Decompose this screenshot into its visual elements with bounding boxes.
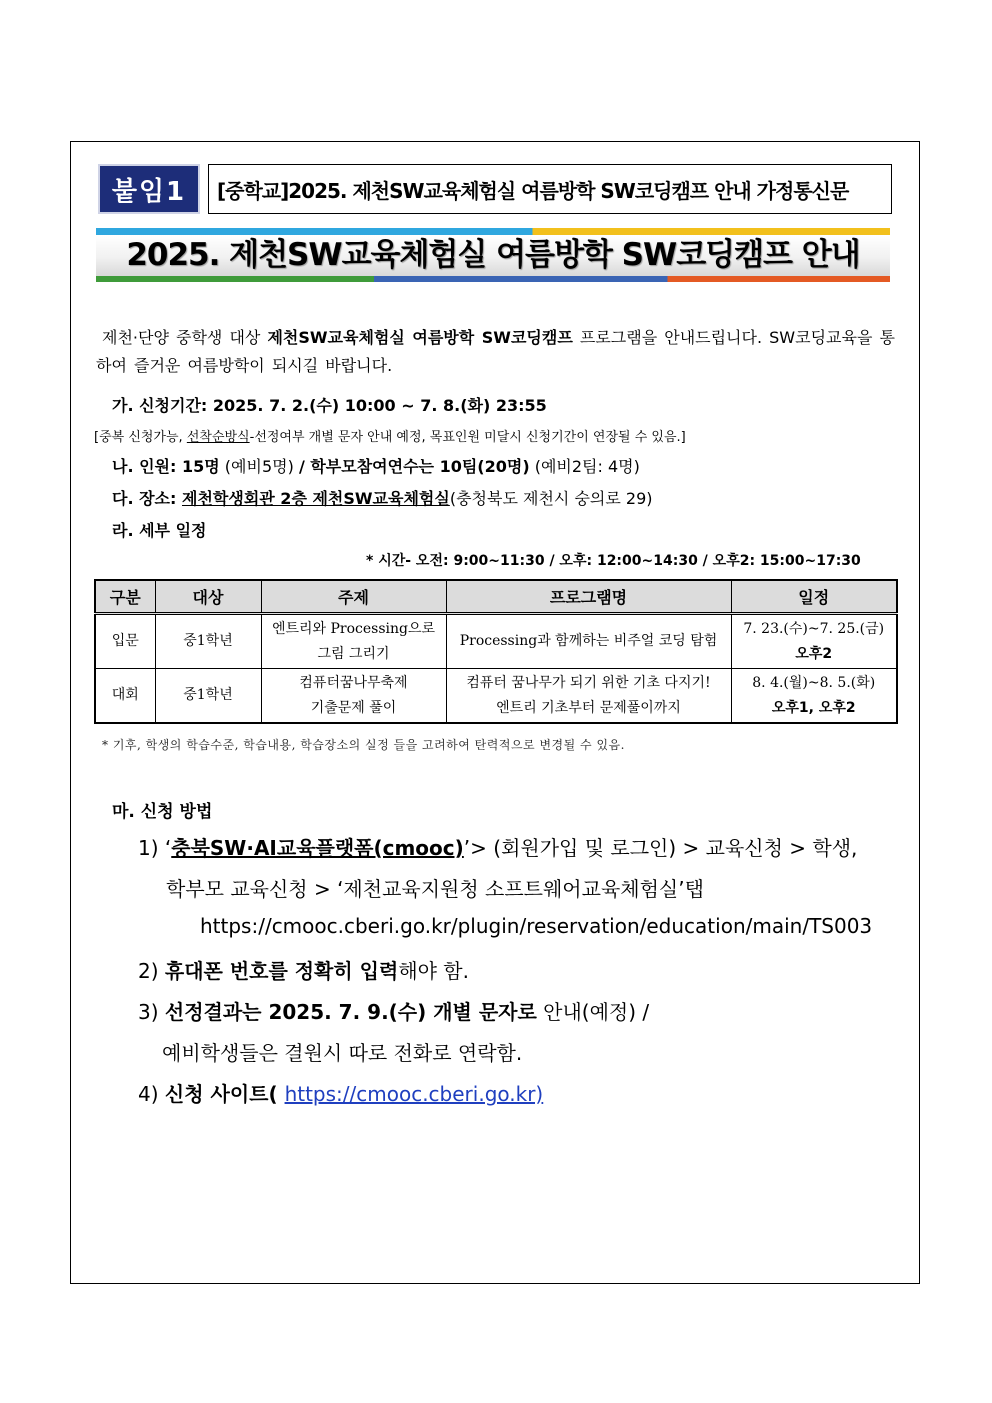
title-banner — [96, 228, 890, 282]
table-footnote: * 기후, 학생의 학습수준, 학습내용, 학습장소의 실정 들을 고려하여 탄력적으로 변경될 수 있음. — [102, 738, 625, 752]
table-row — [95, 669, 897, 724]
headcount-reserve: (예비5명) — [219, 457, 299, 476]
note-text-1: [중복 신청가능, — [94, 430, 187, 445]
step-4-num: 4) — [138, 1082, 165, 1106]
header-target: 대상 — [155, 580, 261, 614]
schedule-table — [94, 579, 898, 724]
time-note: * 시간- 오전: 9:00~11:30 / 오후: 12:00~14:30 / 오후2: 15:00~17:30 — [366, 553, 861, 569]
cmooc-platform-name: 충북SW·AI교육플랫폼(cmooc) — [171, 836, 464, 860]
row-target: 중1학년 — [155, 669, 261, 724]
header-program: 프로그램명 — [446, 580, 731, 614]
row-target: 중1학년 — [155, 614, 261, 669]
row-category: 입문 — [95, 614, 155, 669]
step-3 — [138, 996, 649, 1025]
location-label: 다. 장소: — [112, 489, 182, 508]
step-4 — [138, 1078, 543, 1107]
topic-line-2: 그림 그리기 — [317, 645, 390, 662]
row-program — [446, 669, 731, 724]
application-note — [94, 426, 686, 445]
schedule-date: 7. 23.(수)~7. 25.(금) — [743, 620, 885, 637]
page-title: 2025. 제천SW교육체험실 여름방학 SW코딩캠프 안내 — [126, 237, 860, 273]
step-1 — [138, 832, 857, 861]
schedule-date: 8. 4.(월)~8. 5.(화) — [752, 674, 876, 691]
schedule-session: 오후2 — [795, 645, 833, 662]
row-topic — [261, 669, 446, 724]
method-heading: 마. 신청 방법 — [112, 802, 213, 822]
step-1-text: ’> (회원가입 및 로그인) > 교육신청 > 학생, — [463, 836, 858, 860]
cmooc-site-link[interactable]: https://cmooc.cberi.go.kr) — [284, 1082, 544, 1106]
header-category: 구분 — [95, 580, 155, 614]
intro-text-1: 제천·단양 중학생 대상 — [102, 328, 268, 347]
step-3-num: 3) — [138, 1000, 165, 1024]
step-1-url: https://cmooc.cberi.go.kr/plugin/reservation/education/main/TS003 — [200, 914, 873, 938]
step-2 — [138, 955, 469, 984]
table-header-row — [95, 580, 897, 614]
parent-reserve: (예비2팀: 4명) — [529, 457, 640, 476]
intro-paragraph — [96, 324, 896, 380]
row-category: 대회 — [95, 669, 155, 724]
row-program — [446, 614, 731, 669]
topic-line-1: 엔트리와 Processing으로 — [271, 620, 436, 637]
application-period: 가. 신청기간: 2025. 7. 2.(수) 10:00 ~ 7. 8.(화) 23:55 — [112, 396, 547, 415]
step-1-line-2: 학부모 교육신청 > ‘제천교육지원청 소프트웨어교육체험실’탭 — [166, 877, 704, 901]
intro-text-2: 프로그램을 안내드립니다. SW코딩교육을 통하여 즐거운 여름방학이 되시길 바랍니다. — [96, 328, 895, 375]
title-top-bar — [96, 228, 890, 235]
attachment-badge: 붙임1 — [98, 164, 200, 214]
step-2-num: 2) — [138, 959, 165, 983]
row-schedule — [731, 669, 897, 724]
step-1-num: 1) ‘ — [138, 836, 172, 860]
step-2-emphasis: 휴대폰 번호를 정확히 입력 — [164, 959, 399, 983]
location-address: (충청북도 제천시 숭의로 29) — [449, 489, 653, 508]
note-text-2: -선정여부 개별 문자 안내 예정, 목표인원 미달시 신청기간이 연장될 수 있음.] — [249, 430, 686, 445]
header-topic: 주제 — [261, 580, 446, 614]
topic-line-2: 기출문제 풀이 — [310, 699, 397, 716]
step-3-emphasis: 선정결과는 2025. 7. 9.(수) 개별 문자로 — [164, 1000, 537, 1024]
headcount-line — [112, 454, 640, 477]
header-schedule: 일정 — [731, 580, 897, 614]
note-first-come: 선착순방식 — [186, 430, 250, 445]
row-schedule — [731, 614, 897, 669]
notice-subtitle: [중학교]2025. 제천SW교육체험실 여름방학 SW코딩캠프 안내 가정통신문 — [208, 164, 892, 214]
table-row — [95, 614, 897, 669]
title-bottom-bar — [96, 276, 890, 282]
step-4-label: 신청 사이트( — [164, 1082, 285, 1106]
step-3-text: 안내(예정) / — [536, 1000, 650, 1024]
parent-teams: / 학부모참여연수는 10팀(20명) — [298, 457, 530, 476]
intro-program-name: 제천SW교육체험실 여름방학 SW코딩캠프 — [267, 328, 573, 347]
topic-line-1: 컴퓨터꿈나무축제 — [299, 674, 408, 691]
schedule-heading: 라. 세부 일정 — [112, 521, 207, 540]
program-line-1: 컴퓨터 꿈나무가 되기 위한 기초 다지기! — [466, 674, 711, 691]
row-topic — [261, 614, 446, 669]
program-line-2: 엔트리 기초부터 문제풀이까지 — [496, 699, 681, 716]
headcount-main: 나. 인원: 15명 — [112, 457, 220, 476]
location-name: 제천학생회관 2층 제천SW교육체험실 — [182, 489, 450, 508]
step-2-text: 해야 함. — [398, 959, 469, 983]
schedule-session: 오후1, 오후2 — [771, 699, 856, 716]
step-3-line-2: 예비학생들은 결원시 따로 전화로 연락함. — [162, 1041, 523, 1065]
location-line — [112, 486, 653, 509]
program-line-1: Processing과 함께하는 비주얼 코딩 탐험 — [459, 633, 718, 649]
